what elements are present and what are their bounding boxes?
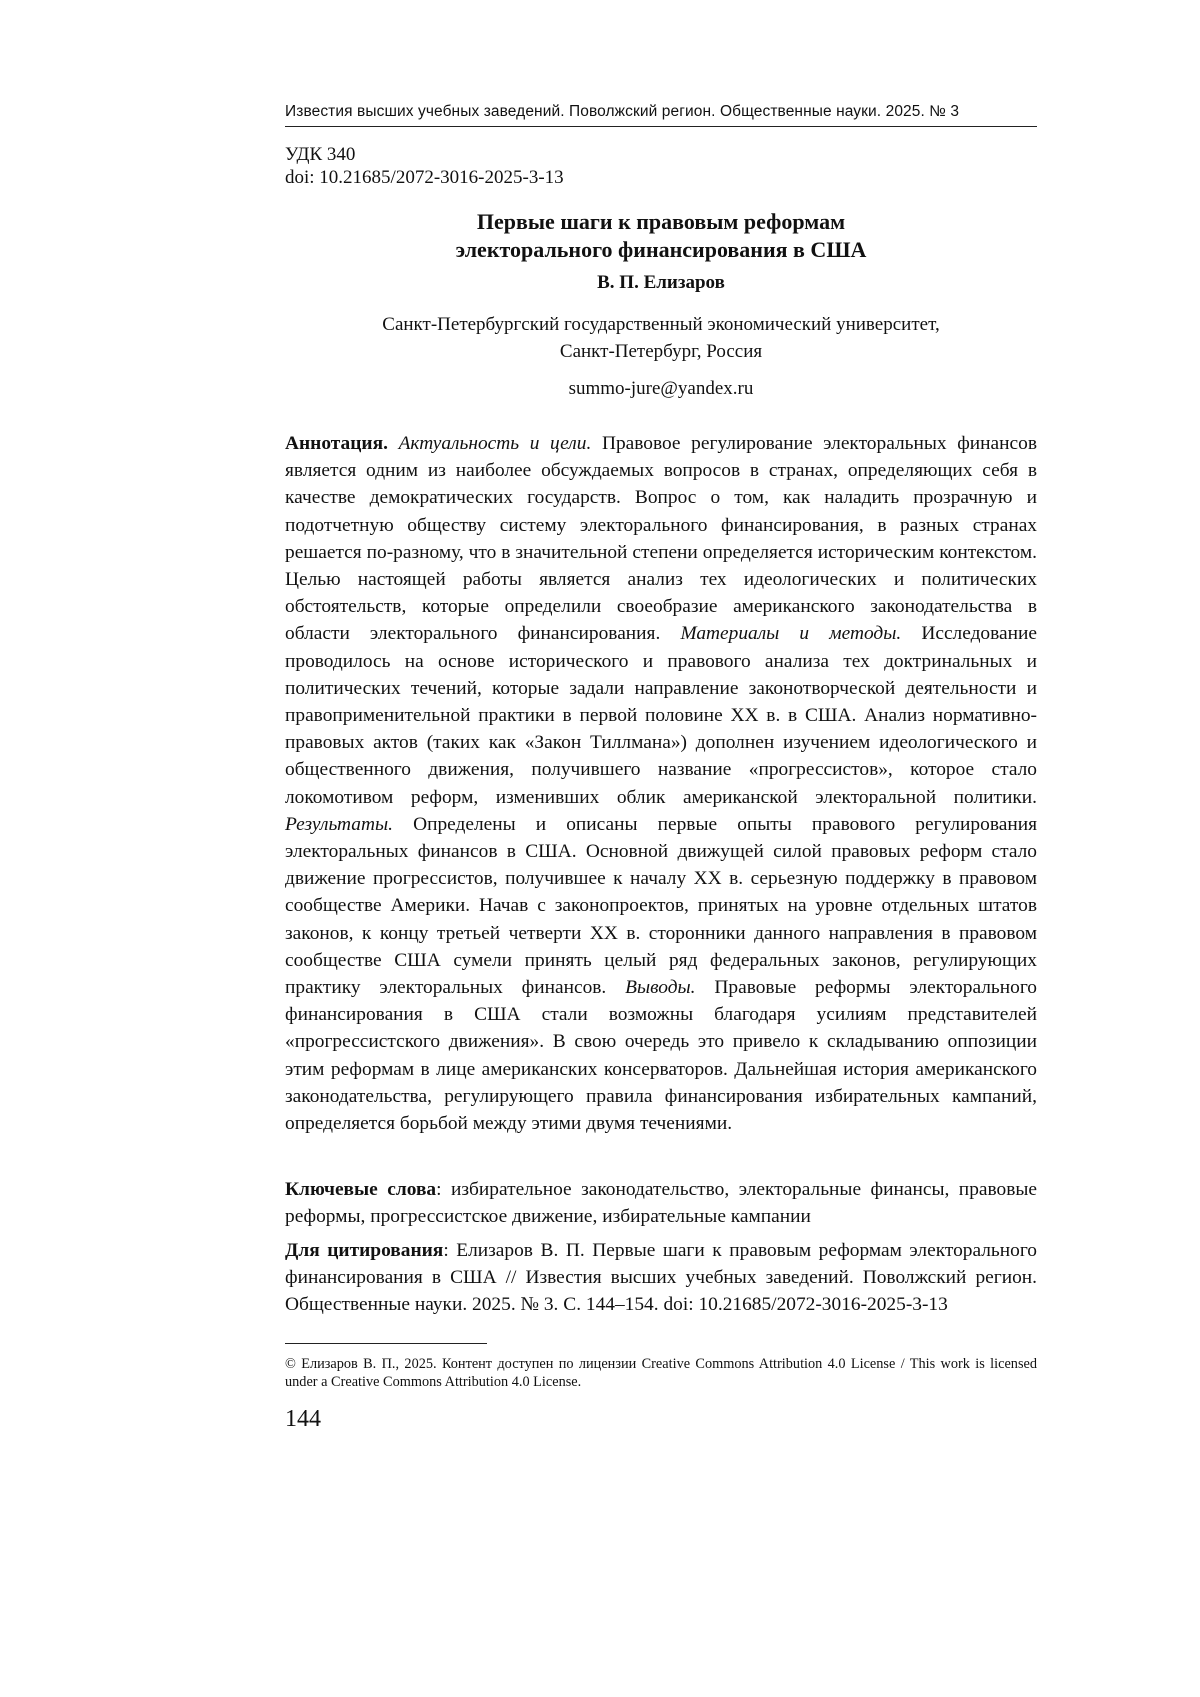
abstract-heading-results: Результаты.	[285, 813, 393, 835]
abstract-heading-relevance: Актуальность и цели.	[398, 433, 592, 454]
citation	[285, 1237, 1037, 1319]
author-email[interactable]: summo-jure@yandex.ru	[568, 378, 754, 399]
abstract-text-conclusions: Правовые реформы электорального финансирования в США стали возможны благодаря усилиям представителей «прогрессистского движения». В свою очередь это привело к складыванию оппозиции этим реформам в лице американских консерваторов. Дальнейшая история американского законодательства, регулирующего правила финансирования избирательных кампаний, определяется борьбой между этими двумя течениями.	[285, 977, 1037, 1135]
running-header: Известия высших учебных заведений. Поволжский регион. Общественные науки. 2025. № 3	[285, 102, 1037, 127]
abstract-heading-methods: Материалы и методы.	[680, 623, 902, 645]
keywords	[285, 1176, 1037, 1230]
title-line-1: Первые шаги к правовым реформам	[476, 209, 846, 234]
abstract-text-methods: Исследование проводилось на основе исторического и правового анализа тех доктринальных и политических течений, которые задали направление законотворческой деятельности и правоприменительной практики в первой половине XX в. в США. Анализ нормативно-правовых актов (таких как «Закон Тиллмана») дополнен изучением идеологического и общественного движения, получившего название «прогрессистов», которое стало локомотивом реформ, изменивших облик американской электоральной политики.	[285, 623, 1037, 808]
author-name: В. П. Елизаров	[597, 272, 725, 293]
udc-code: УДК 340	[285, 144, 356, 165]
keywords-text: : избирательное законодательство, электоральные финансы, правовые реформы, прогрессистское движение, избирательные кампании	[285, 1179, 1037, 1228]
citation-text: : Елизаров В. П. Первые шаги к правовым реформам электорального финансирования в США // Известия высших учебных заведений. Поволжский регион. Общественные науки. 2025. № 3. С. 144–154. doi: 10.21685/2072-3016-2025-3-13	[285, 1240, 1037, 1316]
doi: doi: 10.21685/2072-3016-2025-3-13	[285, 167, 564, 188]
abstract-heading-conclusions: Выводы.	[625, 977, 696, 999]
affiliation	[285, 311, 1037, 365]
license-footnote: © Елизаров В. П., 2025. Контент доступен по лицензии Creative Commons Attribution 4.0 License / This work is licensed under a Creative Commons Attribution 4.0 License.	[285, 1356, 1037, 1390]
article-meta	[285, 143, 564, 189]
affiliation-line-2: Санкт-Петербург, Россия	[559, 341, 763, 362]
footnote-divider	[285, 1343, 487, 1344]
title-line-2: электорального финансирования в США	[455, 237, 867, 262]
abstract-text-relevance: Правовое регулирование электоральных финансов является одним из наиболее обсуждаемых вопросов в странах, определяющих себя в качестве демократических государств. Вопрос о том, как наладить прозрачную и подотчетную обществу систему электорального финансирования, в разных странах решается по-разному, что в значительной степени определяется историческим контекстом. Целью настоящей работы является анализ тех идеологических и политических обстоятельств, которые определили своеобразие американского законодательства в области электорального финансирования.	[285, 433, 1037, 645]
article-title	[285, 208, 1037, 264]
page-number: 144	[285, 1406, 321, 1432]
abstract-text-results: Определены и описаны первые опыты правового регулирования электоральных финансов в США. Основной движущей силой правовых реформ стало движение прогрессистов, получившее к началу XX в. серьезную поддержку в правовом сообществе Америки. Начав с законопроектов, принятых на уровне отдельных штатов законов, к концу третьей четверти XX в. сторонники данного направления в правовом сообществе США сумели принять целый ряд федеральных законов, регулирующих практику электоральных финансов.	[285, 813, 1037, 999]
keywords-label: Ключевые слова	[285, 1179, 437, 1200]
citation-label: Для цитирования	[285, 1240, 444, 1261]
affiliation-line-1: Санкт-Петербургский государственный экономический университет,	[382, 314, 940, 335]
abstract	[285, 430, 1037, 1137]
abstract-label: Аннотация.	[285, 433, 388, 454]
